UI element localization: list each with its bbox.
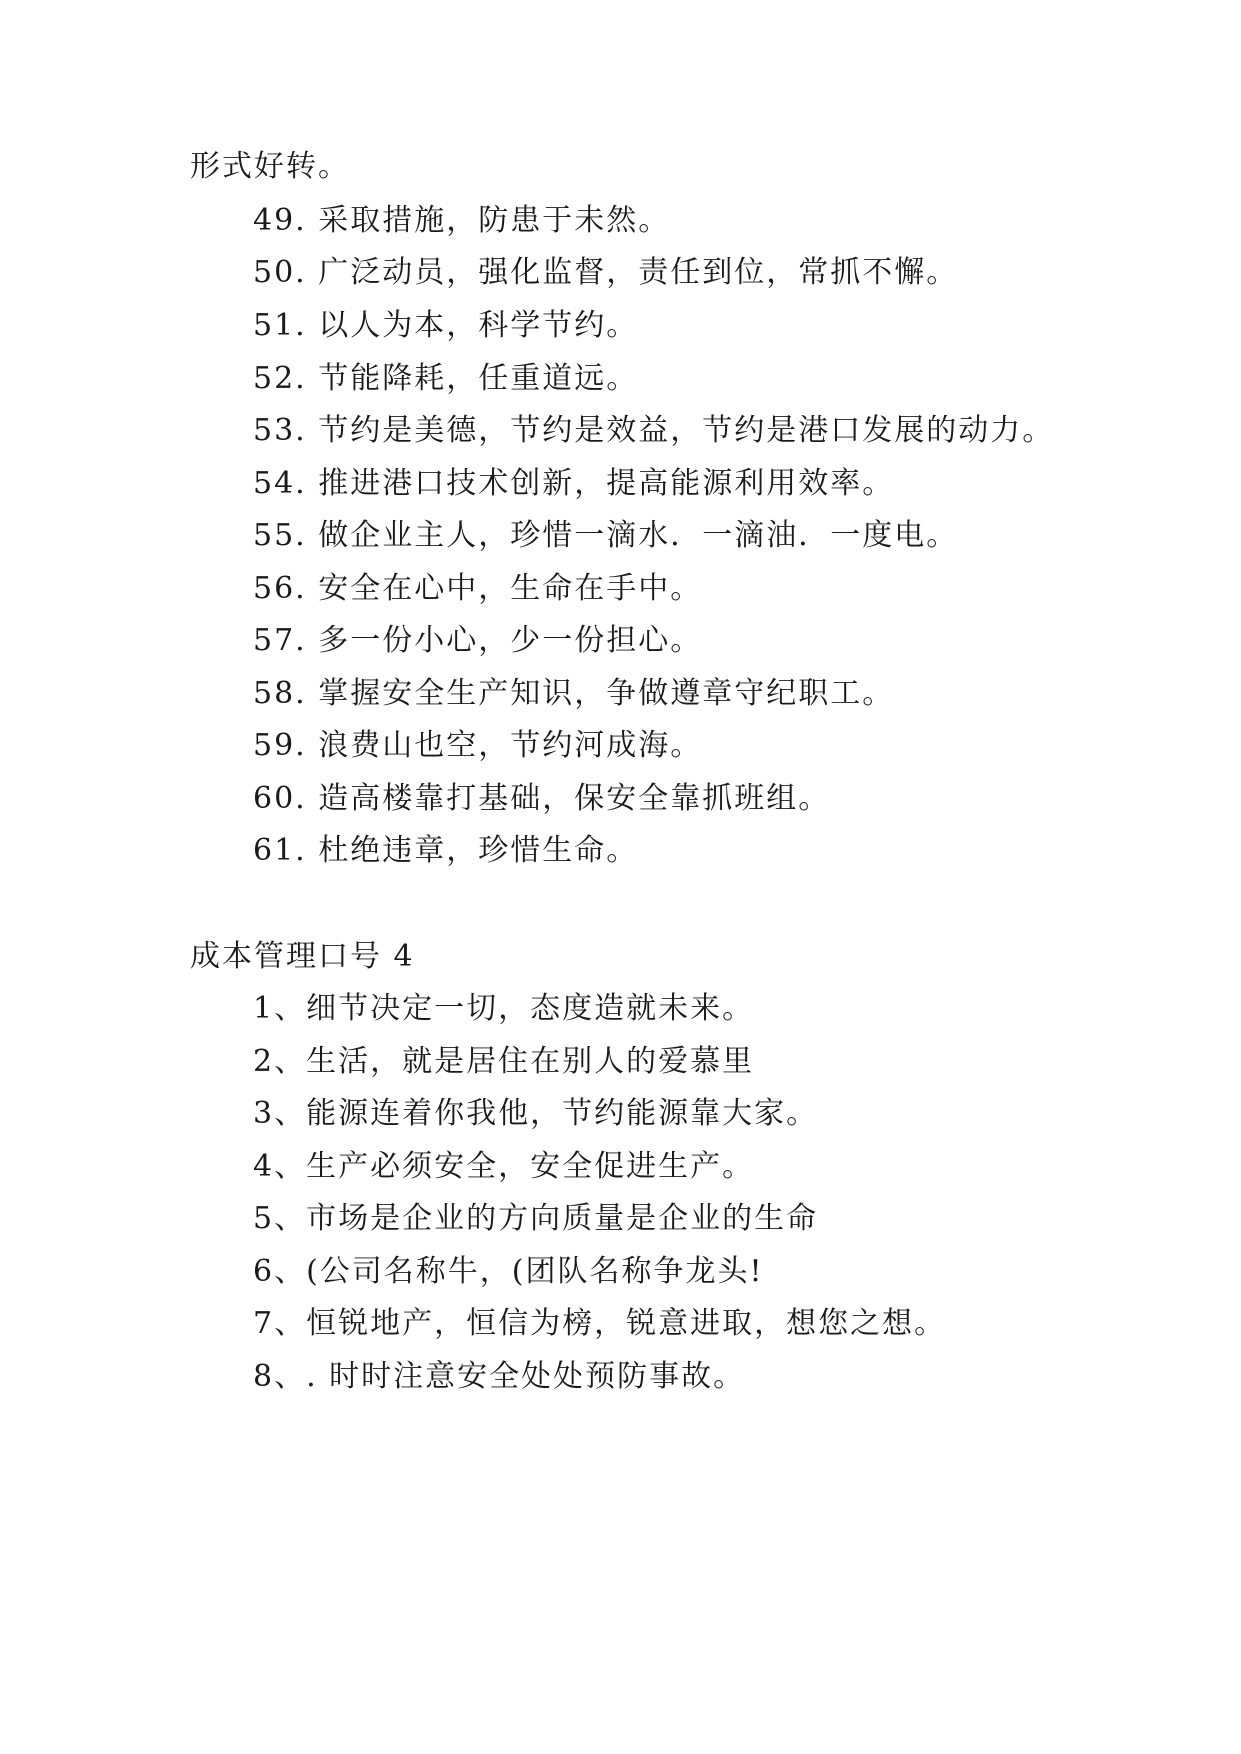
list-item: 8、. 时时注意安全处处预防事故。	[253, 1359, 746, 1394]
list-item: 5、市场是企业的方向质量是企业的生命	[253, 1201, 819, 1236]
list-item: 7、恒锐地产，恒信为榜，锐意进取，想您之想。	[253, 1306, 947, 1341]
list-item: 49. 采取措施，防患于未然。	[253, 203, 671, 238]
list-item: 58. 掌握安全生产知识，争做遵章守纪职工。	[253, 676, 895, 711]
continuation-text: 形式好转。	[190, 149, 350, 184]
list-item: 4、生产必须安全，安全促进生产。	[253, 1149, 755, 1184]
list-item: 54. 推进港口技术创新，提高能源利用效率。	[253, 466, 895, 501]
list-item: 1、细节决定一切，态度造就未来。	[253, 991, 755, 1026]
list-item: 59. 浪费山也空，节约河成海。	[253, 728, 703, 763]
list-item: 55. 做企业主人，珍惜一滴水．一滴油．一度电。	[253, 518, 959, 553]
list-item: 57. 多一份小心，少一份担心。	[253, 623, 703, 658]
list-item: 61. 杜绝违章，珍惜生命。	[253, 833, 639, 868]
list-item: 51. 以人为本，科学节约。	[253, 308, 639, 343]
list-item: 50. 广泛动员，强化监督，责任到位，常抓不懈。	[253, 255, 959, 290]
list-item: 3、能源连着你我他，节约能源靠大家。	[253, 1096, 819, 1131]
list-item: 53. 节约是美德，节约是效益，节约是港口发展的动力。	[253, 413, 1055, 448]
list-item: 6、(公司名称牛，(团队名称争龙头!	[253, 1254, 764, 1289]
list-item: 60. 造高楼靠打基础，保安全靠抓班组。	[253, 781, 831, 816]
section-heading: 成本管理口号 4	[190, 939, 415, 974]
list-item: 2、生活，就是居住在别人的爱慕里	[253, 1044, 755, 1079]
list-item: 56. 安全在心中，生命在手中。	[253, 571, 703, 606]
list-item: 52. 节能降耗，任重道远。	[253, 361, 639, 396]
